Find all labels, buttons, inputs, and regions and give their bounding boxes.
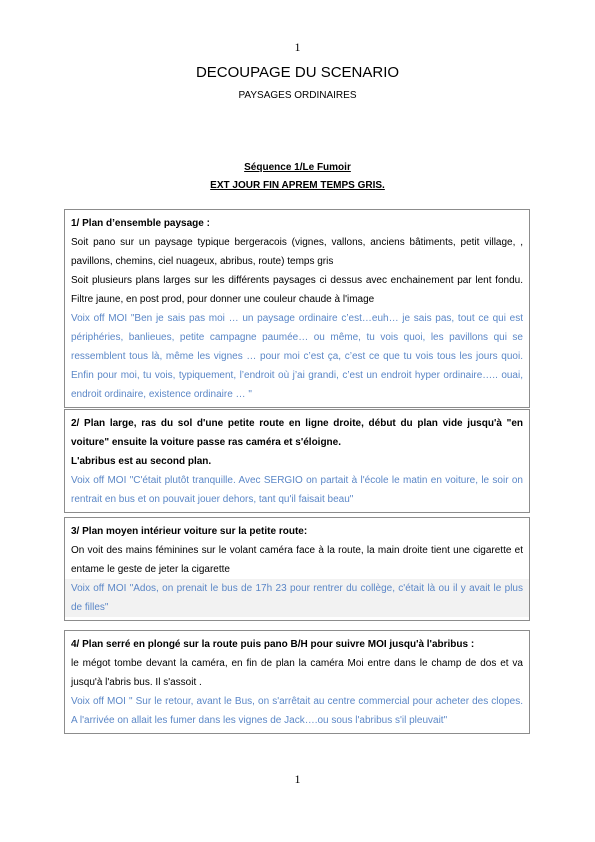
- plan-heading-continued: L'abribus est au second plan.: [71, 456, 212, 467]
- plan-box-3: [64, 517, 530, 621]
- sequence-setting: EXT JOUR FIN APREM TEMPS GRIS.: [210, 180, 385, 191]
- page-number-top: 1: [294, 40, 301, 54]
- plan-description: Soit plusieurs plans larges sur les différents paysages ci dessus avec enchainement par lent fondu. Filtre jaune, en post prod, pour donner une couleur chaude à l'image: [71, 275, 523, 305]
- voice-over-text: Voix off MOI "Ben je sais pas moi … un paysage ordinaire c’est…euh… je sais pas, tout ce qui est périphéries, banlieues, petite campagne paumée… ou même, tu vois quoi, les pavillons qui se ressemblent tous là, même les vignes … pour moi c’est ça, c’est ce que tu vois tous les jours quoi. Enfin pour moi, tu vois, typiquement, l’endroit où j’ai grandi, c’est un endroit hyper ordinaire….. ouai, endroit ordinaire, existence ordinaire … ": [71, 313, 523, 400]
- plan-heading: 1/ Plan d’ensemble paysage :: [71, 218, 210, 229]
- document-title: DECOUPAGE DU SCENARIO: [195, 64, 400, 81]
- plan-description: Soit pano sur un paysage typique bergeracois (vignes, vallons, anciens bâtiments, petit village, , pavillons, chemins, ciel nuageux, abribus, route) temps gris: [71, 237, 523, 267]
- plan-box-1: [64, 209, 530, 408]
- plan-description: On voit des mains féminines sur le volant caméra face à la route, la main droite tient une cigarette et entame le geste de jeter la cigarette: [71, 545, 523, 575]
- plan-box-2: [64, 409, 530, 513]
- plan-box-4: [64, 630, 530, 734]
- plan-heading: 2/ Plan large, ras du sol d'une petite route en ligne droite, début du plan vide jusqu'à "en voiture" ensuite la voiture passe ras caméra et s'éloigne.: [71, 418, 523, 448]
- voice-over-text: Voix off MOI "Ados, on prenait le bus de 17h 23 pour rentrer du collège, c'était là ou il y avait le plus de filles": [65, 579, 529, 617]
- document-subtitle: PAYSAGES ORDINAIRES: [238, 90, 357, 101]
- plan-heading: 4/ Plan serré en plongé sur la route puis pano B/H pour suivre MOI jusqu'à l'abribus :: [71, 639, 475, 650]
- plan-description: le mégot tombe devant la caméra, en fin de plan la caméra Moi entre dans le champ de dos et va jusqu'à l'abris bus. Il s'assoit .: [71, 658, 523, 688]
- plan-heading: 3/ Plan moyen intérieur voiture sur la petite route:: [71, 526, 308, 537]
- voice-over-text: Voix off MOI "C'était plutôt tranquille. Avec SERGIO on partait à l'école le matin en voiture, le soir on rentrait en bus et on pouvait jouer dehors, tant qu'il faisait beau": [71, 475, 523, 505]
- page-number-bottom: 1: [294, 772, 301, 786]
- voice-over-text: Voix off MOI " Sur le retour, avant le Bus, on s'arrêtait au centre commercial pour acheter des clopes. A l'arrivée on allait les fumer dans les vignes de Jack….ou sous l'abribus s'il pleuvait": [71, 696, 523, 726]
- sequence-heading: Séquence 1/Le Fumoir: [244, 162, 351, 173]
